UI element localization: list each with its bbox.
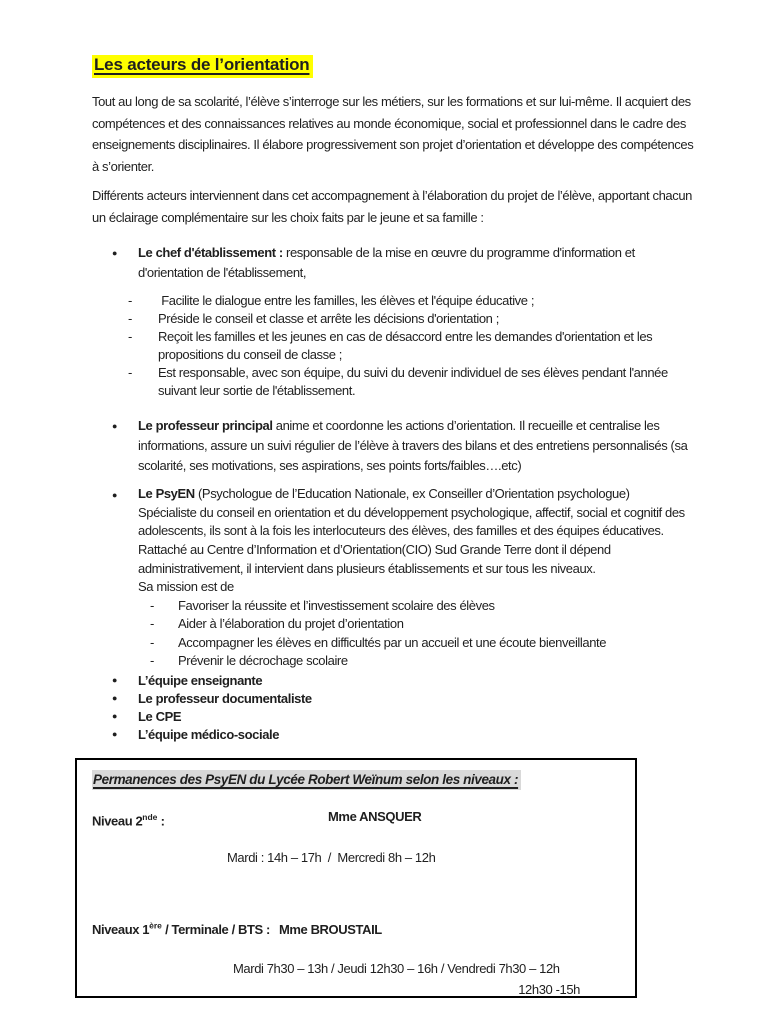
teacher-name-ansquer: Mme ANSQUER — [328, 809, 422, 824]
psyen-mission-list — [138, 597, 700, 671]
schedule-2nde: Mardi : 14h – 17h / Mercredi 8h – 12h — [227, 850, 436, 866]
permanences-box — [75, 758, 637, 998]
chef-subitem-text: Reçoit les familles et les jeunes en cas de désaccord entre les demandes d'orientation et les propositions du conseil de classe ; — [158, 329, 656, 363]
psyen-label: Le PsyEN — [138, 486, 195, 502]
bullet-psyen — [92, 485, 700, 670]
dash-icon: - — [150, 653, 154, 668]
bullet-icon: ● — [112, 248, 118, 259]
bullet-icon: ● — [112, 421, 118, 432]
list-item — [92, 328, 700, 364]
mission-text: Aider à l’élaboration du projet d’orientation — [178, 616, 404, 632]
chef-etablissement-text — [138, 243, 700, 283]
bullet-icon: ● — [112, 710, 118, 721]
bullet-icon: ● — [112, 728, 118, 739]
actor-label: Le professeur documentaliste — [138, 691, 312, 707]
actor-label: L’équipe médico-sociale — [138, 726, 280, 742]
actor-label: Le CPE — [138, 708, 182, 724]
bullet-professeur-principal — [92, 416, 700, 476]
dash-icon: - — [128, 365, 132, 381]
bullet-cpe — [92, 708, 700, 726]
page-title-highlight: Les acteurs de l’orientation — [92, 55, 313, 78]
level-2nde-label — [92, 807, 328, 831]
level-1ere-label — [92, 922, 270, 937]
dash-icon: - — [128, 311, 132, 327]
list-item — [138, 634, 700, 652]
psyen-text — [138, 485, 700, 670]
mission-text: Favoriser la réussite et l’investissement scolaire des élèves — [178, 597, 495, 613]
schedule-1ere-line1: Mardi 7h30 – 13h / Jeudi 12h30 – 16h / Vendredi 7h30 – 12h — [233, 960, 560, 976]
list-item — [138, 597, 700, 615]
level-2nde-superscript: nde — [142, 812, 158, 822]
list-item — [92, 310, 700, 328]
bullet-icon: ● — [112, 490, 118, 501]
level-2nde-row — [92, 807, 619, 831]
mission-text: Prévenir le décrochage scolaire — [178, 653, 348, 668]
schedule-1ere-line2: 12h30 -15h — [518, 981, 580, 997]
other-actors-list — [92, 672, 700, 743]
list-item — [138, 652, 700, 670]
level-1ere-label-rest: / Terminale / BTS : — [161, 921, 270, 937]
permanences-title — [92, 772, 619, 787]
bullet-equipe-medico-sociale — [92, 726, 700, 744]
psyen-intro-line — [138, 485, 700, 504]
mission-text: Accompagner les élèves en difficultés par un accueil et une écoute bienveillante — [178, 634, 607, 650]
intro-paragraph: Tout au long de sa scolarité, l’élève s’interroge sur les métiers, sur les formations et sur lui-même. Il acquiert des compétences et des connaissances relatives au monde économique, social et professionnel dans le cadre des enseignements disciplinaires. Il élabore progressivement son projet d’orientation et développe des compétences à s’orienter. — [92, 94, 694, 175]
chef-subitem-text: Est responsable, avec son équipe, du suivi du devenir individuel de ses élèves pendant l'année suivant leur sortie de l'établissement. — [158, 365, 672, 399]
chef-etablissement-description: responsable de la mise en œuvre du programme d'information et d'orientation de l'établissement, — [138, 245, 635, 281]
professeur-principal-label: Le professeur principal — [138, 418, 273, 434]
teacher-name-broustail: Mme BROUSTAIL — [278, 921, 382, 937]
professeur-principal-text — [138, 416, 700, 476]
actors-intro-paragraph: Différents acteurs interviennent dans cet accompagnement à l’élaboration du projet de l’élève, apportant chacun un éclairage complémentaire sur les choix faits par le jeune et sa famille : — [92, 187, 692, 225]
professeur-principal-description: anime et coordonne les actions d’orientation. Il recueille et centralise les informations, assure un suivi régulier de l’élève à travers des bilans et des entretiens personnalisés (sa scolarité, ses motivations, ses aspirations, ses points forts/faibles….etc) — [138, 418, 688, 474]
chef-subitem-text: Facilite le dialogue entre les familles, les élèves et l'équipe éducative ; — [158, 293, 535, 309]
chef-etablissement-label: Le chef d'établissement : — [138, 245, 283, 261]
list-item — [92, 292, 700, 310]
chef-subitem-list — [92, 292, 700, 400]
list-item — [92, 364, 700, 400]
psyen-paragraph: Rattaché au Centre d’Information et d’Orientation(CIO) Sud Grande Terre dont il dépend administrativement, il intervient dans plusieurs établissements et sur tous les niveaux. — [138, 542, 611, 576]
psyen-mission-intro: Sa mission est de — [138, 579, 234, 595]
level-2nde-colon: : — [157, 813, 165, 829]
psyen-paragraph: Spécialiste du conseil en orientation et du développement psychologique, affectif, social et cognitif des adolescents, ils sont à la fois les interlocuteurs des élèves, des familles et des équipes éducatives. — [138, 504, 685, 539]
dash-icon: - — [150, 634, 154, 650]
chef-subitem-text: Préside le conseil et classe et arrête les décisions d'orientation ; — [158, 311, 499, 327]
dash-icon: - — [128, 329, 132, 345]
level-1ere-terminale-bts-row — [92, 915, 619, 939]
page-title — [92, 55, 700, 75]
level-1ere-superscript: ère — [149, 920, 162, 931]
bullet-professeur-documentaliste — [92, 690, 700, 708]
dash-icon: - — [128, 293, 132, 309]
psyen-subtitle: (Psychologue de l’Education Nationale, ex Conseiller d’Orientation psychologue) — [194, 486, 630, 502]
actor-label: L’équipe enseignante — [138, 673, 263, 689]
bullet-chef-etablissement — [92, 243, 700, 283]
bullet-icon: ● — [112, 675, 118, 686]
level-2nde-label-text: Niveau 2 — [92, 813, 143, 829]
bullet-equipe-enseignante — [92, 672, 700, 690]
permanences-title-highlight: Permanences des PsyEN du Lycée Robert Weïnum selon les niveaux : — [92, 770, 521, 790]
bullet-icon: ● — [112, 693, 118, 704]
document-body — [92, 55, 700, 760]
level-1ere-label-text: Niveaux 1 — [92, 921, 150, 937]
list-item — [138, 615, 700, 633]
dash-icon: - — [150, 616, 154, 632]
dash-icon: - — [150, 597, 154, 613]
